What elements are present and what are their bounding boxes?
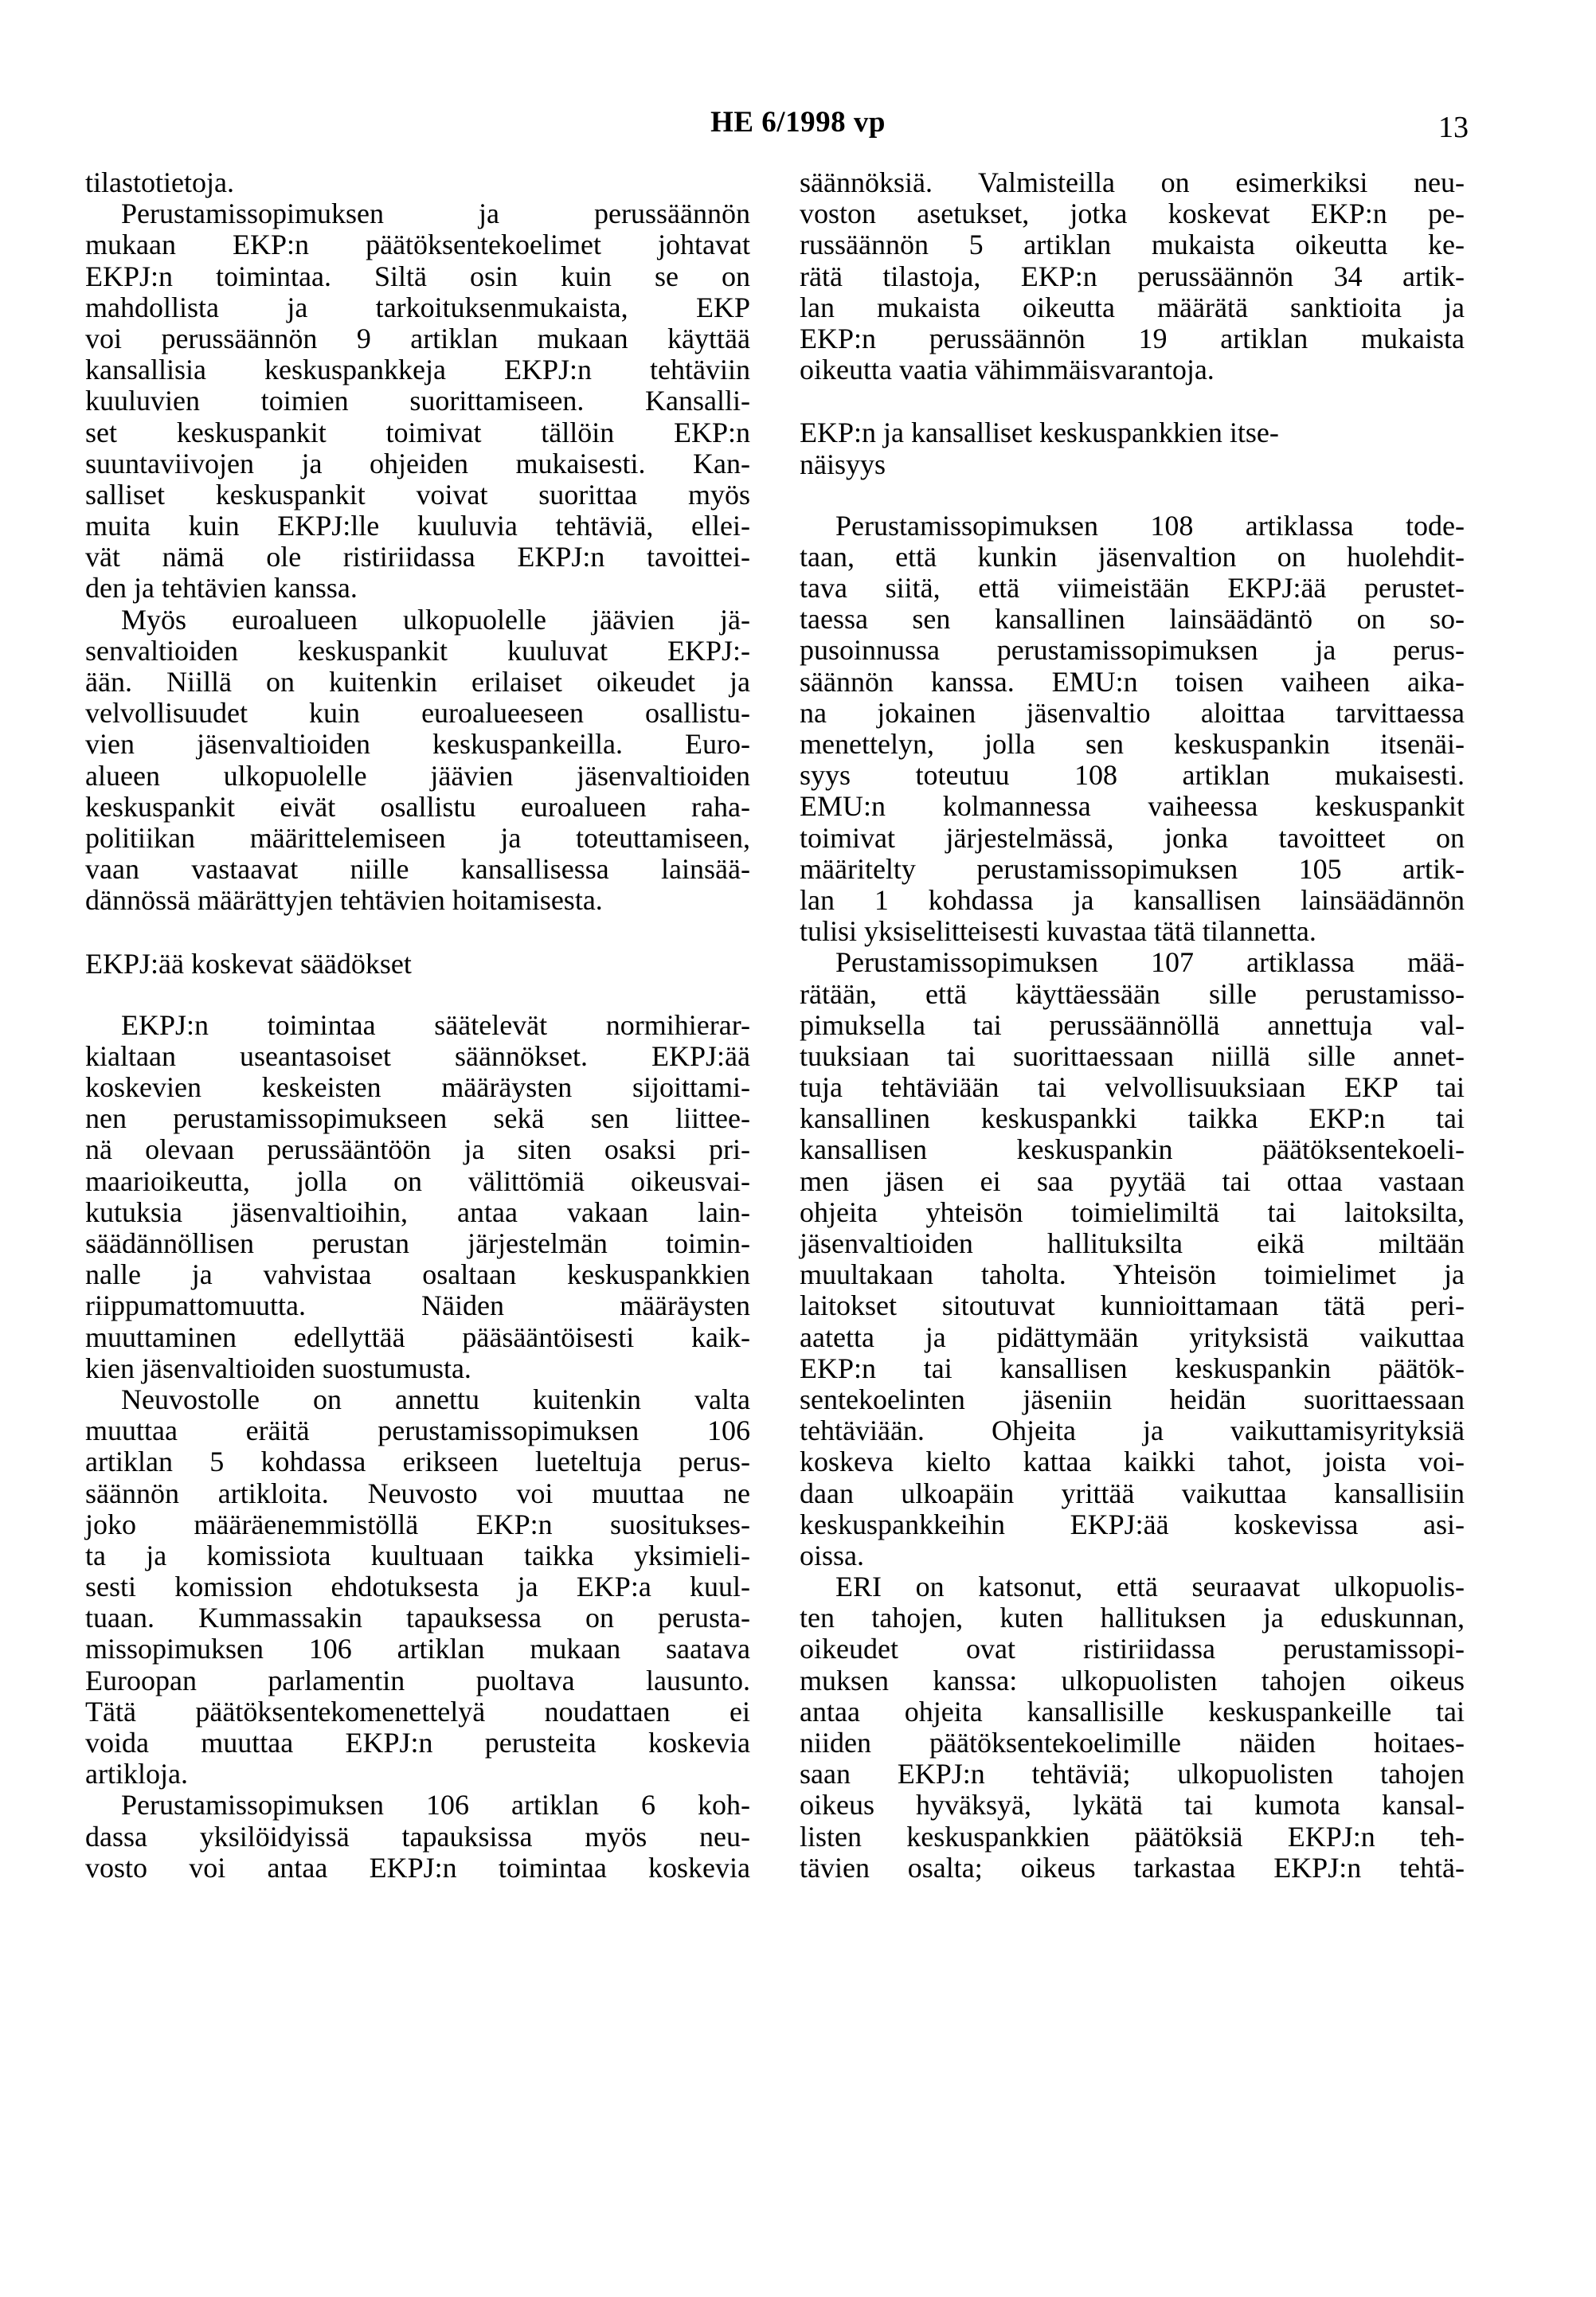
text-line: EKPJ:n toimintaa säätelevät normihierar- (121, 1008, 750, 1041)
text-line: voston asetukset, jotka koskevat EKP:n pe- (800, 198, 1465, 230)
text-line: toimivat järjestelmässä, jonka tavoitteet on (800, 821, 1465, 854)
text-line: EKP:n tai kansallisen keskuspankin päätök- (800, 1352, 1465, 1384)
text-line: koskevien keskeisten määräysten sijoittami- (85, 1071, 750, 1104)
text-line: syys toteutuu 108 artiklan mukaisesti. (800, 759, 1465, 792)
text-line: tuja tehtäviään tai velvollisuuksiaan EKP tai (800, 1071, 1465, 1104)
text-line: suuntaviivojen ja ohjeiden mukaisesti. Kan- (85, 447, 750, 479)
text-line: määritelty perustamissopimuksen 105 artik- (800, 852, 1465, 885)
text-line: den ja tehtävien kanssa. (85, 572, 358, 605)
text-line: taessa sen kansallinen lainsäädäntö on so- (800, 603, 1465, 636)
text-line: EMU:n kolmannessa vaiheessa keskuspankit (800, 790, 1465, 823)
text-line: tävien osalta; oikeus tarkastaa EKPJ:n tehtä- (800, 1851, 1465, 1884)
left-paragraph (85, 167, 750, 198)
right-paragraph (800, 947, 1465, 1571)
text-line: senvaltioiden keskuspankit kuuluvat EKPJ:- (85, 634, 750, 667)
text-line: saan EKPJ:n tehtäviä; ulkopuolisten tahojen (800, 1758, 1465, 1790)
text-line: daan ulkoapäin yrittää vaikuttaa kansallisiin (800, 1477, 1465, 1509)
text-line: Perustamissopimuksen 107 artiklassa mää- (835, 946, 1465, 979)
text-line: tilastotietoja. (85, 166, 234, 198)
text-line: vät nämä ole ristiriidassa EKPJ:n tavoittei- (85, 541, 750, 573)
text-line: EKP:n perussäännön 19 artiklan mukaista (800, 322, 1465, 354)
text-line: lan mukaista oikeutta määrätä sanktioita ja (800, 291, 1465, 323)
text-line: EKP:n ja kansalliset keskuspankkien itse- (800, 417, 1279, 449)
text-line: Neuvostolle on annettu kuitenkin valta (121, 1383, 750, 1415)
text-line: ohjeita yhteisön toimielimiltä tai laitoksilta, (800, 1195, 1465, 1228)
text-line: nen perustamissopimukseen sekä sen liittee- (85, 1102, 750, 1135)
text-line: vaan vastaavat niille kansallisessa lainsää- (85, 853, 750, 886)
text-line: säännön artikloita. Neuvosto voi muuttaa ne (85, 1477, 750, 1509)
text-line: kansallisia keskuspankkeja EKPJ:n tehtäviin (85, 354, 750, 386)
text-line: vien jäsenvaltioiden keskuspankeilla. Euro- (85, 728, 750, 761)
text-line: näisyys (800, 448, 886, 480)
text-line: nä olevaan perussääntöön ja siten osaksi pri- (85, 1133, 750, 1166)
left-paragraph (85, 605, 750, 917)
text-line: ten tahojen, kuten hallituksen ja eduskunnan, (800, 1602, 1465, 1634)
text-line: keskuspankkeihin EKPJ:ää koskevissa asi- (800, 1508, 1465, 1540)
text-line: kialtaan useantasoiset säännökset. EKPJ:ää (85, 1039, 750, 1072)
text-line: muita kuin EKPJ:lle kuuluvia tehtäviä, ellei- (85, 510, 750, 542)
left-paragraph (85, 1010, 750, 1384)
text-line: ta ja komissiota kuultuaan taikka yksimieli- (85, 1539, 750, 1571)
left-heading (85, 949, 750, 980)
text-line: voi perussäännön 9 artiklan mukaan käyttää (85, 322, 750, 354)
text-line: rätään, että käyttäessään sille perustamisso- (800, 977, 1465, 1010)
text-line: oikeutta vaatia vähimmäisvarantoja. (800, 354, 1215, 386)
text-line: ään. Niillä on kuitenkin erilaiset oikeudet ja (85, 666, 750, 698)
left-paragraph (85, 1384, 750, 1790)
text-line: maarioikeutta, jolla on välittömiä oikeusvai- (85, 1164, 750, 1197)
text-line: antaa ohjeita kansallisille keskuspankeille tai (800, 1695, 1465, 1728)
text-line: muksen kanssa: ulkopuolisten tahojen oikeus (800, 1664, 1465, 1696)
text-line: sentekoelinten jäseniin heidän suorittaessaan (800, 1383, 1465, 1415)
right-paragraph (800, 511, 1465, 948)
text-line: artikloja. (85, 1758, 188, 1790)
text-line: kansallinen keskuspankki taikka EKP:n tai (800, 1102, 1465, 1135)
text-line: taan, että kunkin jäsenvaltion on huolehdit- (800, 540, 1465, 573)
text-line: koskeva kielto kattaa kaikki tahot, joista voi- (800, 1446, 1465, 1478)
right-paragraph (800, 1571, 1465, 1884)
text-line: lan 1 kohdassa ja kansallisen lainsäädännön (800, 883, 1465, 916)
left-paragraph (85, 1790, 750, 1884)
text-line: artiklan 5 kohdassa erikseen lueteltuja perus- (85, 1446, 750, 1478)
text-line: riippumattomuutta. Näiden määräysten (85, 1289, 750, 1322)
text-line: set keskuspankit toimivat tällöin EKP:n (85, 416, 750, 448)
text-line: tulisi yksiselitteisesti kuvastaa tätä tilannetta. (800, 915, 1316, 948)
right-column (800, 167, 1465, 1884)
text-line: aatetta ja pidättymään yrityksistä vaikuttaa (800, 1321, 1465, 1353)
text-line: velvollisuudet kuin euroalueeseen osallistu- (85, 697, 750, 730)
text-line: salliset keskuspankit voivat suorittaa myös (85, 478, 750, 511)
right-heading (800, 417, 1465, 479)
text-line: politiikan määrittelemiseen ja toteuttamiseen, (85, 821, 750, 854)
text-line: EKPJ:ää koskevat säädökset (85, 947, 412, 980)
left-paragraph (85, 198, 750, 604)
text-line: oissa. (800, 1539, 864, 1571)
left-column (85, 167, 750, 1884)
text-line: dassa yksilöidyissä tapauksissa myös neu- (85, 1820, 750, 1853)
text-line: oikeus hyväksyä, lykätä tai kumota kansal- (800, 1789, 1465, 1822)
text-line: ERI on katsonut, että seuraavat ulkopuolis- (835, 1571, 1465, 1603)
text-line: rätä tilastoja, EKP:n perussäännön 34 artik- (800, 260, 1465, 292)
text-line: niiden päätöksentekoelimille näiden hoitaes- (800, 1727, 1465, 1759)
text-line: kansallisen keskuspankin päätöksentekoeli- (800, 1133, 1465, 1166)
text-line: russäännön 5 artiklan mukaista oikeutta ke- (800, 229, 1465, 261)
text-line: dännössä määrättyjen tehtävien hoitamisesta. (85, 884, 603, 917)
text-line: Myös euroalueen ulkopuolelle jäävien jä- (121, 603, 750, 636)
text-line: joko määräenemmistöllä EKP:n suositukses- (85, 1508, 750, 1540)
text-line: EKPJ:n toimintaa. Siltä osin kuin se on (85, 260, 750, 292)
text-line: alueen ulkopuolelle jäävien jäsenvaltioiden (85, 759, 750, 792)
text-line: tuuksiaan tai suorittaessaan niillä sille annet- (800, 1039, 1465, 1072)
text-line: tuaan. Kummassakin tapauksessa on perusta- (85, 1602, 750, 1634)
text-line: voida muuttaa EKPJ:n perusteita koskevia (85, 1727, 750, 1759)
right-paragraph (800, 167, 1465, 385)
text-line: pusoinnussa perustamissopimuksen ja perus- (800, 634, 1465, 667)
text-line: mahdollista ja tarkoituksenmukaista, EKP (85, 291, 750, 323)
text-line: muuttaa eräitä perustamissopimuksen 106 (85, 1415, 750, 1447)
text-line: laitokset sitoutuvat kunnioittamaan tätä peri- (800, 1289, 1465, 1322)
text-line: Euroopan parlamentin puoltava lausunto. (85, 1664, 750, 1696)
text-line: kien jäsenvaltioiden suostumusta. (85, 1352, 471, 1384)
text-line: oikeudet ovat ristiriidassa perustamissopi- (800, 1633, 1465, 1665)
text-line: na jokainen jäsenvaltio aloittaa tarvittaessa (800, 696, 1465, 729)
text-line: tehtäviään. Ohjeita ja vaikuttamisyrityksiä (800, 1415, 1465, 1447)
text-line: sesti komission ehdotuksesta ja EKP:a kuul- (85, 1571, 750, 1603)
text-line: Perustamissopimuksen 108 artiklassa tode- (835, 509, 1465, 542)
text-line: muultakaan taholta. Yhteisön toimielimet ja (800, 1258, 1465, 1291)
text-line: menettelyn, jolla sen keskuspankin itsenäi- (800, 728, 1465, 760)
text-line: men jäsen ei saa pyytää tai ottaa vastaan (800, 1164, 1465, 1197)
text-line: missopimuksen 106 artiklan mukaan saatava (85, 1633, 750, 1665)
text-line: pimuksella tai perussäännöllä annettuja val- (800, 1008, 1465, 1041)
text-line: listen keskuspankkien päätöksiä EKPJ:n teh- (800, 1820, 1465, 1853)
text-line: säädännöllisen perustan järjestelmän toimin- (85, 1227, 750, 1259)
running-header: HE 6/1998 vp (710, 106, 886, 139)
text-line: nalle ja vahvistaa osaltaan keskuspankkien (85, 1258, 750, 1291)
text-line: säännöksiä. Valmisteilla on esimerkiksi neu- (800, 166, 1465, 198)
text-line: säännön kanssa. EMU:n toisen vaiheen aika- (800, 665, 1465, 698)
text-line: Tätä päätöksentekomenettelyä noudattaen ei (85, 1695, 750, 1728)
text-line: kutuksia jäsenvaltioihin, antaa vakaan lain- (85, 1195, 750, 1228)
text-line: vosto voi antaa EKPJ:n toimintaa koskevia (85, 1851, 750, 1884)
text-line: Perustamissopimuksen ja perussäännön (121, 198, 750, 230)
text-line: keskuspankit eivät osallistu euroalueen raha- (85, 790, 750, 823)
page-number: 13 (1438, 111, 1469, 144)
text-line: mukaan EKP:n päätöksentekoelimet johtavat (85, 229, 750, 261)
text-line: Perustamissopimuksen 106 artiklan 6 koh- (121, 1789, 750, 1822)
text-line: kuuluvien toimien suorittamiseen. Kansalli- (85, 385, 750, 417)
text-line: tava siitä, että viimeistään EKPJ:ää perustet- (800, 572, 1465, 605)
text-line: jäsenvaltioiden hallituksilta eikä miltään (800, 1227, 1465, 1259)
text-line: muuttaminen edellyttää pääsääntöisesti kaik- (85, 1321, 750, 1353)
